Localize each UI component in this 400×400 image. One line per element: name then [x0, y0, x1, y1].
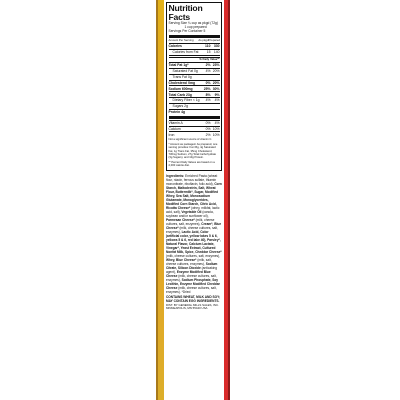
column-header — [169, 39, 220, 43]
ingredients-part-11: (anticaking agent), — [166, 265, 218, 274]
ingredients-part-12: (milk, cheese cultures, salt, enzymes), — [166, 273, 217, 282]
vitamin-pkgd: 0% — [205, 121, 211, 126]
vitamin-label: Calcium — [168, 126, 181, 131]
vitamin-prep: 10% — [212, 126, 220, 131]
vitamin-row — [169, 126, 220, 132]
manufacturer-info: DIST. BY GENERAL MILLS SALES, INC. MINNEAPOLIS, MN 55440 USA — [166, 302, 219, 311]
nutrient-label: Protein 4g — [168, 110, 186, 115]
nutrient-label: Sugars 2g — [172, 104, 188, 109]
package-edge-yellow — [158, 0, 164, 400]
vitamin-label: Iron — [168, 132, 175, 137]
vitamin-pkgd: 2% — [205, 132, 211, 137]
nutrition-facts-title: Nutrition Facts — [168, 3, 203, 22]
vitamin-label: Vitamin A — [168, 121, 183, 126]
nutrient-row — [169, 68, 220, 74]
calories-fat-label: Calories from Fat — [172, 50, 199, 55]
calories-label: Calories — [168, 44, 182, 49]
ingredient-ricotta: Ricotta Cheese* — [166, 205, 191, 210]
nutrient-pkgd: 4% — [205, 98, 211, 103]
nutrient-row — [169, 62, 220, 68]
footnote-daily-values: ** Percent Daily Values are based on a 2,000 calorie diet. — [168, 160, 215, 168]
ingredients-part-14: (milk, cheese cultures, salt, enzymes). *Dried — [166, 285, 217, 294]
ingredient-veg-oil: Vegetable Oil — [181, 209, 202, 214]
serving-size-prepared: 1 cup prepared — [184, 25, 207, 30]
nutrient-prep: 23% — [212, 63, 220, 68]
ingredients-part-5: (milk, cheese cultures, salt, enzymes), — [166, 217, 215, 226]
col-prepared: Prepared — [208, 38, 221, 43]
ingredients-part-6: (milk, cheese cultures, salt, enzymes), — [166, 225, 218, 234]
nutrient-label: Saturated Fat 0g — [172, 69, 198, 74]
nutrient-row — [169, 91, 220, 97]
ingredient-parsley: Parsley*, Natural Flavor, Calcium Lactate, Vinegar*, Yeast Extract, Cultured Nonfat Milk, Spice, Cheddar Cheese* — [166, 237, 222, 254]
ingredients-part-3: (whey, milkfat, lactic acid, salt), — [166, 205, 220, 214]
servings-per-container: Servings Per Container 5 — [168, 29, 206, 34]
nutrient-pkgd: 0% — [205, 80, 211, 85]
vitamin-rows — [169, 120, 220, 138]
vitamin-row — [169, 131, 220, 137]
nutrient-row — [169, 97, 220, 103]
nutrient-pkgd: 2% — [205, 63, 211, 68]
calories-fat-pkgd: 15 — [206, 50, 211, 55]
ingredients-part-8: (milk, cheese cultures, salt, enzymes), — [166, 253, 221, 258]
ingredients-label: Ingredients: — [166, 173, 185, 178]
ingredients-part-2: Corn Starch, Maltodextrin, Salt, Wheat Flour, Buttermilk*, Sugar, Modified Whey, Sea Salt, Monosodium Glutamate, Monoglycerides, Modified Corn Starch, Citric Acid, — [166, 181, 222, 206]
calories-fat-prep: 140 — [213, 50, 220, 55]
nutrient-prep: 20% — [212, 80, 220, 85]
nutrition-footnotes — [169, 137, 220, 167]
ingredients-part-10: Sodium Citrate, Silicon Dioxide — [166, 261, 218, 270]
ingredients-part-13: Sodium Phosphate, Soy Lecithin, Enzyme Modified Cheddar Cheese — [166, 277, 220, 290]
vitamin-row — [169, 120, 220, 126]
ingredients-statement — [166, 174, 222, 311]
allergen-statement: CONTAINS WHEAT, MILK AND SOY; MAY CONTAIN EGG INGREDIENTS. — [166, 294, 221, 303]
ingredients-part-9: (milk, salt, cheese cultures, enzymes), — [166, 257, 212, 266]
nutrient-rows — [169, 62, 220, 115]
col-amount-per-serving: Amount Per Serving — [168, 38, 194, 43]
nutrient-label: Sodium 600mg — [168, 86, 193, 91]
ingredient-cream: Cream*, — [201, 221, 214, 226]
footnote-vitamin-c: Not a significant source of vitamin C. — [168, 138, 213, 142]
nutrient-row — [169, 80, 220, 86]
ingredient-blue-cheese: Blue Cheese* — [166, 221, 222, 230]
package-label — [166, 2, 222, 398]
col-as-pkgd: As pkgd — [198, 38, 209, 43]
calories-row — [169, 43, 220, 49]
ingredients-part-1: Enriched Pasta (wheat flour, niacin, ferrous sulfate, thiamin mononitrate, riboflavin, folic acid), — [166, 173, 218, 186]
nutrition-facts-panel — [166, 2, 222, 171]
nutrient-prep: 9% — [214, 92, 220, 97]
calories-pkgd: 110 — [205, 44, 211, 49]
vitamin-pkgd: 0% — [205, 126, 211, 131]
divider-thick-2 — [169, 116, 220, 119]
nutrient-label: Total Carb 23g — [168, 92, 192, 97]
nutrient-label: Trans Fat 0g — [172, 75, 192, 80]
calories-fat-row — [169, 49, 220, 55]
serving-info — [169, 22, 220, 34]
nutrient-label: Total Fat 1g* — [168, 63, 189, 68]
nutrient-pkgd: 4% — [205, 69, 211, 74]
nutrient-pkgd: 8% — [205, 92, 211, 97]
daily-value-header: % Daily Value** — [169, 57, 220, 62]
nutrient-prep: 30% — [212, 86, 220, 91]
ingredient-parmesan: Parmesan Cheese* — [166, 217, 195, 222]
serving-size: Serving Size ¼ cup as pkgd (72g) — [168, 21, 218, 26]
ingredients-part-7: Lactic Acid, Color (artificial color, yellow lakes 5 & 6, yellows 5 & 6, red lake 40), — [166, 229, 218, 242]
nutrient-pkgd: 25% — [203, 86, 211, 91]
nutrient-label: Cholesterol 0mg — [168, 80, 196, 85]
package-edge-red-dark — [228, 0, 230, 400]
nutrient-prep: 4% — [214, 98, 220, 103]
nutrient-prep: 20% — [212, 69, 220, 74]
vitamin-prep: 4% — [214, 121, 220, 126]
footnote-as-prepared: * Amount as packaged. As prepared, one serving provides: Fat 15g, 4g Saturated Fat, 1g Trans Fat, 35mg Cholesterol, 730mg Sodium, 27g Total Carbohydrate (3g Sugars), and 10g Protein. — [168, 142, 218, 160]
vitamin-prep: 10% — [212, 132, 220, 137]
ingredients-part-4: (canola, soybean and/or sunflower oil), — [166, 209, 214, 218]
nutrient-label: Dietary Fiber < 1g — [172, 98, 200, 103]
ingredient-whey: Whey, Blue Cheese* — [166, 257, 197, 262]
nutrient-row — [169, 109, 220, 115]
nutrient-row — [169, 85, 220, 91]
calories-prep: 330 — [213, 44, 220, 49]
ingredient-emc-blue: Enzyme Modified Blue Cheese — [166, 269, 211, 278]
